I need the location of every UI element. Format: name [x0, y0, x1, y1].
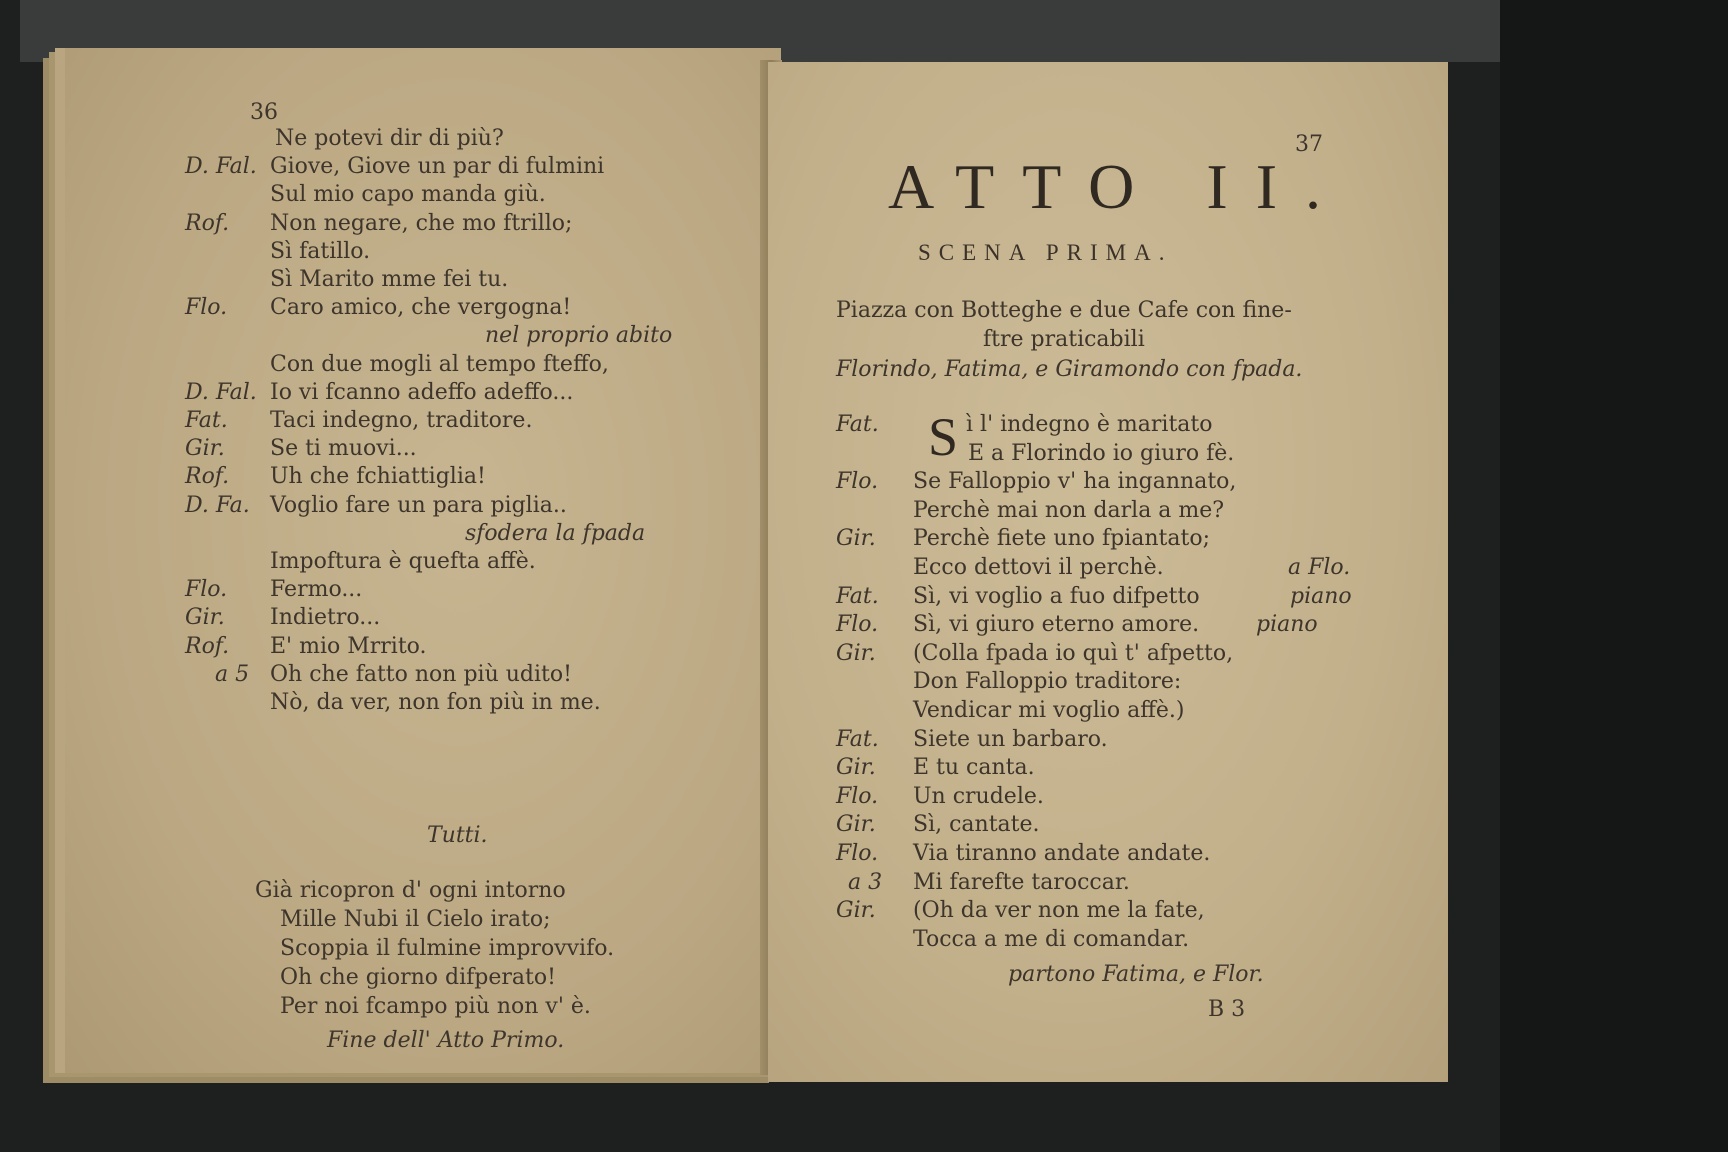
chorus-line: Scoppia il fulmine improvvifo.: [280, 936, 615, 961]
speaker-label: a 5: [215, 662, 250, 687]
verse-line: Don Falloppio traditore:: [913, 669, 1182, 694]
chorus-line: Mille Nubi il Cielo irato;: [280, 907, 551, 932]
speaker-label: Flo.: [185, 295, 228, 320]
stage-direction: sfodera la fpada: [465, 521, 646, 546]
verse-line: Sì, vi giuro eterno amore.: [913, 612, 1200, 637]
speaker-label: Flo.: [836, 841, 879, 866]
speaker-label: Rof.: [185, 634, 230, 659]
speaker-label: Flo.: [836, 612, 879, 637]
speaker-label: Gir.: [836, 641, 876, 666]
speaker-label: Flo.: [836, 784, 879, 809]
verse-line: Sì, cantate.: [913, 812, 1040, 837]
speaker-label: Flo.: [185, 577, 228, 602]
setting-line: Piazza con Botteghe e due Cafe con fine-: [836, 298, 1292, 323]
speaker-label: Fat.: [836, 584, 879, 609]
chorus-line: Oh che giorno difperato!: [280, 965, 556, 990]
verse-line: Fermo...: [270, 577, 363, 602]
chorus-line: Per noi fcampo più non v' è.: [280, 994, 591, 1019]
characters-line: Florindo, Fatima, e Giramondo con fpada.: [836, 357, 1303, 382]
verse-line: Tocca a me di comandar.: [913, 927, 1190, 952]
verse-line: Se ti muovi...: [270, 436, 417, 461]
speaker-label: Fat.: [185, 408, 228, 433]
verse-line: Oh che fatto non più udito!: [270, 662, 572, 687]
speaker-label: Fat.: [836, 727, 879, 752]
verse-line: Giove, Giove un par di fulmini: [270, 154, 605, 179]
verse-line: Taci indegno, traditore.: [270, 408, 533, 433]
right-page: [768, 62, 1448, 1082]
exit-note: partono Fatima, e Flor.: [1008, 962, 1264, 987]
verse-line: Caro amico, che vergogna!: [270, 295, 572, 320]
verse-line: Non negare, che mo ftrillo;: [270, 211, 573, 236]
verse-line: Voglio fare un para piglia..: [270, 493, 567, 518]
signature-mark: B 3: [1208, 997, 1246, 1022]
verse-line: Sì, vi voglio a fuo difpetto: [913, 584, 1200, 609]
verse-line: Siete un barbaro.: [913, 727, 1108, 752]
speaker-label: D. Fal.: [185, 380, 257, 405]
verse-line: (Colla fpada io quì t' afpetto,: [913, 641, 1234, 666]
page-number: 36: [250, 100, 278, 125]
verse-line: Perchè mai non darla a me?: [913, 498, 1225, 523]
verse-line: Nò, da ver, non fon più in me.: [270, 690, 601, 715]
speaker-label: Fat.: [836, 412, 879, 437]
stage-direction: a Flo.: [1288, 555, 1351, 580]
setting-line: ftre praticabili: [983, 327, 1145, 352]
speaker-label: Rof.: [185, 211, 230, 236]
backdrop-right: [1500, 0, 1728, 1152]
speaker-label: a 3: [848, 870, 883, 895]
left-page: [55, 48, 781, 1073]
verse-line: E tu canta.: [913, 755, 1035, 780]
speaker-label: Rof.: [185, 464, 230, 489]
verse-line: Un crudele.: [913, 784, 1044, 809]
stage-direction: piano: [1290, 584, 1352, 609]
speaker-label: Gir.: [836, 898, 876, 923]
verse-line: Ne potevi dir di più?: [275, 126, 504, 151]
verse-line: Via tiranno andate andate.: [913, 841, 1211, 866]
drop-cap: S: [928, 407, 959, 467]
speaker-label: Gir.: [836, 526, 876, 551]
verse-line: Vendicar mi voglio affè.): [913, 698, 1185, 723]
verse-line: Sì fatillo.: [270, 239, 371, 264]
speaker-label: Flo.: [836, 469, 879, 494]
tutti-heading: Tutti.: [427, 823, 488, 848]
verse-line: Perchè fiete uno fpiantato;: [913, 526, 1210, 551]
speaker-label: Gir.: [836, 812, 876, 837]
verse-line: (Oh da ver non me la fate,: [913, 898, 1205, 923]
act-title: ATTO II.: [888, 151, 1349, 222]
verse-line: E a Florindo io giuro fè.: [968, 441, 1235, 466]
stage-direction: nel proprio abito: [485, 323, 673, 348]
verse-line: Io vi fcanno adeffo adeffo...: [270, 380, 574, 405]
verse-line: Mi farefte taroccar.: [913, 870, 1130, 895]
verse-line: Se Falloppio v' ha ingannato,: [913, 469, 1237, 494]
verse-line: Uh che fchiattiglia!: [270, 464, 486, 489]
verse-line: Ecco dettovi il perchè.: [913, 555, 1164, 580]
verse-line: Impoftura è quefta affè.: [270, 549, 536, 574]
scene-title: SCENA PRIMA.: [918, 240, 1173, 265]
end-of-act-note: Fine dell' Atto Primo.: [327, 1028, 565, 1053]
speaker-label: D. Fal.: [185, 154, 257, 179]
chorus-line: Già ricopron d' ogni intorno: [255, 878, 566, 903]
speaker-label: Gir.: [185, 605, 225, 630]
speaker-label: Gir.: [185, 436, 225, 461]
verse-line: Sul mio capo manda giù.: [270, 182, 546, 207]
verse-line: ì l' indegno è maritato: [966, 412, 1213, 437]
speaker-label: Gir.: [836, 755, 876, 780]
verse-line: E' mio Mrrito.: [270, 634, 427, 659]
speaker-label: D. Fa.: [185, 493, 250, 518]
verse-line: Indietro...: [270, 605, 381, 630]
verse-line: Sì Marito mme fei tu.: [270, 267, 509, 292]
page-number: 37: [1295, 132, 1323, 157]
verse-line: Con due mogli al tempo fteffo,: [270, 352, 609, 377]
stage-direction: piano: [1256, 612, 1318, 637]
